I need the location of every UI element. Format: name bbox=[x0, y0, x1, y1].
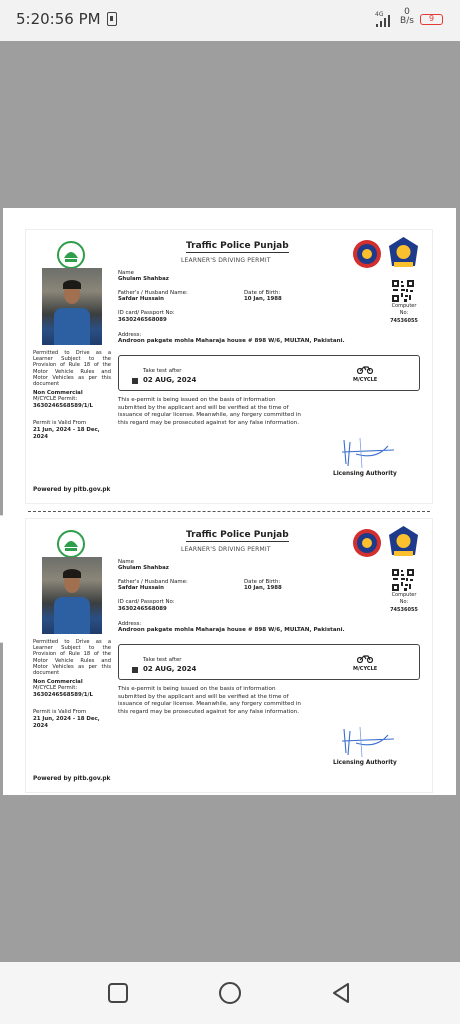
test-date-box bbox=[118, 644, 420, 680]
permitted-text: Permitted to Drive as a Learner Subject to the Provision of Rule 18 of the Motor Vehicle Rules and Motor Vehicles as per this document bbox=[33, 639, 111, 677]
qr-code-icon bbox=[392, 280, 414, 302]
valid-label: Permit is Valid From bbox=[33, 420, 87, 426]
home-circle-icon[interactable] bbox=[219, 982, 241, 1004]
name-label: Name bbox=[118, 559, 134, 565]
applicant-photo bbox=[42, 268, 102, 345]
battery-icon: 9 bbox=[420, 14, 443, 25]
computer-value: 74536055 bbox=[390, 318, 418, 324]
id-value: 3630246568089 bbox=[118, 606, 167, 612]
punjab-logo-icon bbox=[56, 529, 86, 559]
authority-signature bbox=[336, 719, 398, 761]
calendar-icon bbox=[132, 667, 138, 673]
licensing-authority: Licensing Authority bbox=[333, 760, 397, 766]
notice-text: This e-permit is being issued on the basis of information submitted by the applicant and will be verified at the time of issuance of regular license. Meanwhile, any forgery committed in this regard may be prosecuted against for any false information. bbox=[118, 397, 301, 426]
name-value: Ghulam Shahbaz bbox=[118, 565, 169, 571]
id-label: ID card/ Passport No: bbox=[118, 599, 175, 605]
valid-value: 21 Jun, 2024 - 18 Dec, 2024 bbox=[33, 716, 100, 729]
police-seal-icon bbox=[352, 528, 382, 558]
id-value: 3630246568089 bbox=[118, 317, 167, 323]
notification-icon bbox=[107, 12, 117, 26]
address-label: Address: bbox=[118, 332, 142, 338]
data-rate bbox=[397, 8, 417, 26]
id-label: ID card/ Passport No: bbox=[118, 310, 175, 316]
applicant-photo bbox=[42, 557, 102, 634]
recents-square-icon[interactable] bbox=[108, 983, 128, 1003]
motorcycle-icon bbox=[357, 364, 373, 374]
licensing-authority: Licensing Authority bbox=[333, 471, 397, 477]
network-type: 4G bbox=[375, 11, 384, 18]
vehicle-label: M/CYCLE bbox=[353, 377, 378, 383]
status-bar bbox=[0, 0, 460, 41]
data-rate-value: 0 bbox=[404, 7, 410, 17]
permit-title: Traffic Police Punjab bbox=[186, 241, 289, 251]
cycle-permit-label: M/CYCLE Permit: bbox=[33, 685, 78, 691]
cut-line-divider bbox=[28, 511, 430, 512]
valid-label: Permit is Valid From bbox=[33, 709, 87, 715]
cycle-permit-value: 3630246568589/1/L bbox=[33, 692, 93, 698]
address-label: Address: bbox=[118, 621, 142, 627]
data-rate-unit: B/s bbox=[400, 16, 414, 26]
powered-by: Powered by pitb.gov.pk bbox=[33, 487, 111, 493]
permit-subtitle: LEARNER'S DRIVING PERMIT bbox=[181, 546, 271, 553]
computer-label: Computer No: bbox=[391, 592, 417, 605]
motorcycle-icon bbox=[357, 653, 373, 663]
test-label: Take test after bbox=[143, 368, 182, 374]
back-triangle-icon[interactable] bbox=[330, 981, 352, 1005]
punjab-police-badge-icon bbox=[387, 525, 420, 560]
status-time: 5:20:56 PM bbox=[16, 10, 101, 28]
test-label: Take test after bbox=[143, 657, 182, 663]
test-date-box bbox=[118, 355, 420, 391]
authority-signature bbox=[336, 430, 398, 472]
permit-category: Non Commercial bbox=[33, 390, 83, 396]
signal-icon bbox=[375, 10, 391, 28]
cycle-permit-value: 3630246568589/1/L bbox=[33, 403, 93, 409]
powered-by: Powered by pitb.gov.pk bbox=[33, 776, 111, 782]
notice-text: This e-permit is being issued on the basis of information submitted by the applicant and will be verified at the time of issuance of regular license. Meanwhile, any forgery committed in this regard may be prosecuted against for any false information. bbox=[118, 686, 301, 715]
dob-label: Date of Birth: bbox=[244, 579, 281, 585]
permit-subtitle: LEARNER'S DRIVING PERMIT bbox=[181, 257, 271, 264]
vehicle-label: M/CYCLE bbox=[353, 666, 378, 672]
dob-value: 10 Jan, 1988 bbox=[244, 585, 282, 591]
father-label: Father's / Husband Name: bbox=[118, 290, 188, 296]
punjab-police-badge-icon bbox=[387, 236, 420, 271]
test-date: 02 AUG, 2024 bbox=[143, 376, 197, 384]
permit-card bbox=[25, 229, 433, 504]
dob-value: 10 Jan, 1988 bbox=[244, 296, 282, 302]
name-label: Name bbox=[118, 270, 134, 276]
father-value: Safdar Hussain bbox=[118, 585, 164, 591]
permit-card-copy bbox=[25, 518, 433, 793]
address-value: Androon pakgate mohla Maharaja house # 898 W/6, MULTAN, Pakistani. bbox=[118, 627, 345, 633]
test-date: 02 AUG, 2024 bbox=[143, 665, 197, 673]
dob-label: Date of Birth: bbox=[244, 290, 281, 296]
name-value: Ghulam Shahbaz bbox=[118, 276, 169, 282]
permit-category: Non Commercial bbox=[33, 679, 83, 685]
punjab-logo-icon bbox=[56, 240, 86, 270]
calendar-icon bbox=[132, 378, 138, 384]
father-value: Safdar Hussain bbox=[118, 296, 164, 302]
permitted-text: Permitted to Drive as a Learner Subject to the Provision of Rule 18 of the Motor Vehicle Rules and Motor Vehicles as per this document bbox=[33, 350, 111, 388]
computer-label: Computer No: bbox=[391, 303, 417, 316]
permit-title: Traffic Police Punjab bbox=[186, 530, 289, 540]
valid-value: 21 Jun, 2024 - 18 Dec, 2024 bbox=[33, 427, 100, 440]
address-value: Androon pakgate mohla Maharaja house # 898 W/6, MULTAN, Pakistani. bbox=[118, 338, 345, 344]
father-label: Father's / Husband Name: bbox=[118, 579, 188, 585]
cycle-permit-label: M/CYCLE Permit: bbox=[33, 396, 78, 402]
computer-value: 74536055 bbox=[390, 607, 418, 613]
police-seal-icon bbox=[352, 239, 382, 269]
qr-code-icon bbox=[392, 569, 414, 591]
